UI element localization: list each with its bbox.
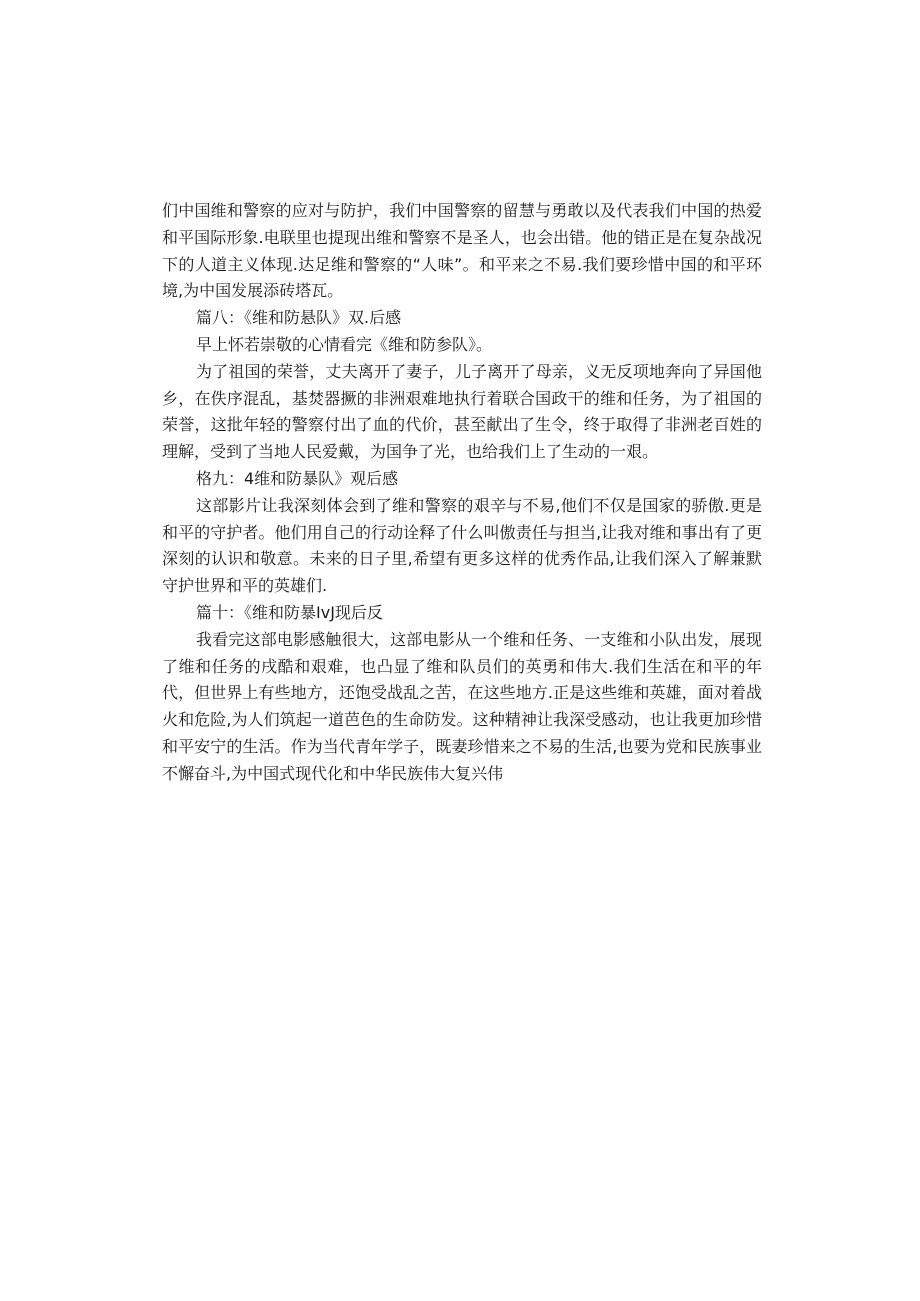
paragraph: 我看完这部电影感触很大，这部电影从一个维和任务、一支维和小队出发，展现了维和任务的戌酷和艰难，也凸显了维和队员们的英勇和伟大.我们生活在和平的年代，但世界上有些地方，还饱受战乱之苦，在这些地方.正是这些维和英雄，面对着战火和危险,为人们筑起一道芭色的生命防发。这种精神让我深受感动，也让我更加珍惜和平安宁的生活。作为当代青年学子，既妻珍惜来之不易的生活,也要为党和民族事业不懈奋斗,为中国式现代化和中华民族伟大复兴伟 <box>162 629 762 783</box>
paragraph: 早上怀若崇敬的心情看完《维和防参队》。 <box>196 334 493 354</box>
section-heading-10: 篇十：《维和防暴IvJ现后反 <box>196 602 383 622</box>
paragraph: 这部影片让我深刻体会到了维和警察的艰辛与不易,他们不仅是国家的骄傲.更是和平的守护者。他们用自己的行动诠释了什么叫傲责任与担当,让我对维和事出有了更深刻的认识和敬意。未来的日子里,希望有更多这样的优秀作品,让我们深入了解兼默守护世界和平的英雄们. <box>162 495 762 596</box>
section-heading-9: 格九：4维和防暴队》观后感 <box>196 468 399 488</box>
paragraph-continuation: 们中国维和警察的应对与防护，我们中国警察的留慧与勇敢以及代表我们中国的热爱和平国际形象.电联里也提现出维和警察不是圣人，也会出错。他的错正是在复杂战况下的人道主义体现.达足维和警察的“人味”。和平来之不易.我们要珍惜中国的和平环境,为中国发展添砖塔瓦。 <box>162 201 762 301</box>
section-heading-8: 篇八：《维和防悬队》双.后感 <box>196 308 402 328</box>
paragraph: 为了祖国的荣誉，丈夫离开了妻子，儿子离开了母亲，义无反项地奔向了异国他乡，在佚序混乱，基焚器撅的非洲艰难地执行着联合国政干的维和任务，为了祖国的荣誉，这批年轻的警察付出了血的代价，甚至献出了生令，终于取得了非洲老百姓的理解，受到了当地人民爱戴，为国争了光，也给我们上了生动的一艰。 <box>162 361 762 462</box>
document-body <box>162 198 762 788</box>
